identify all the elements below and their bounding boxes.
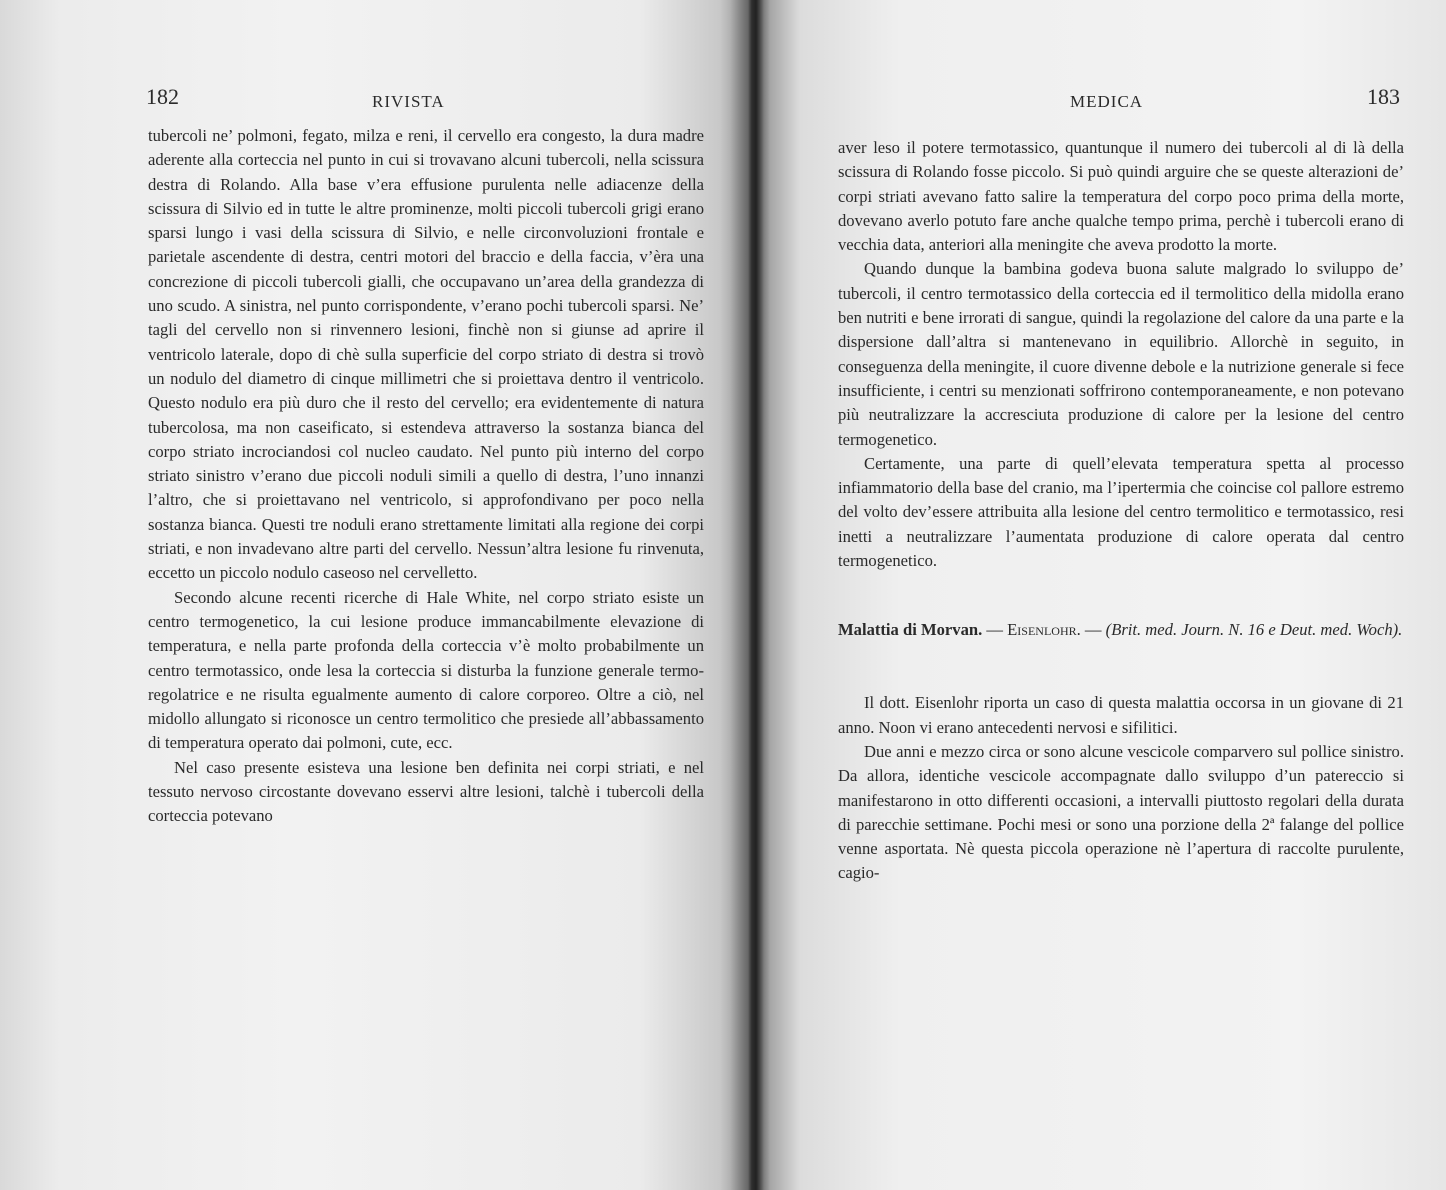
left-body-text: [148, 124, 704, 829]
paragraph: aver leso il potere termotassico, quantunque il numero dei tubercoli al di là della scissura di Rolando fosse piccolo. Si può quindi arguire che se queste alterazioni de’ corpi striati avevano fatto salire la temperatura del corpo poco prima della morte, dovevano averlo potuto fare anche qualche tempo prima, perchè i tubercoli erano di vecchia data, anteriori alla meningite che aveva prodotto la morte.: [838, 138, 1404, 255]
running-head: RIVISTA: [372, 92, 445, 111]
paragraph: Due anni e mezzo circa or sono alcune vescicole comparvero sul pollice sinistro. Da allora, identiche vescicole accompagnate dallo sviluppo d’un patereccio si manifestarono in otto differenti occasioni, a intervalli piuttosto regolari della durata di parecchie settimane. Pochi mesi or sono una porzione della 2ª falange del pollice venne asportata. Nè questa piccola operazione nè l’apertura di raccolte purulente, cagio-: [838, 741, 1404, 883]
paragraph: Secondo alcune recenti ricerche di Hale White, nel corpo striato esiste un centro termogenetico, la cui lesione produce immancabilmente elevazione di temperatura, e nella parte profonda della corteccia v’è molto probabilmente un centro termotassico, onde lesa la corteccia si disturba la funzione generale termo-regolatrice e ne risulta egualmente aumento di calore corporeo. Oltre a ciò, nel midollo allungato si riconosce un centro termolitico che presiede all’abbassamento di temperatura operato dai polmoni, cute, ecc.: [148, 587, 704, 753]
article-source: (Brit. med. Journ. N. 16 e Deut. med. Woch).: [1105, 620, 1403, 640]
page-number: 183: [1367, 84, 1400, 109]
paragraph: Il dott. Eisenlohr riporta un caso di questa malattia occorsa in un giovane di 21 anno. Noon vi erano antecedenti nervosi e sifilitici.: [838, 693, 1404, 737]
page-number: 182: [146, 84, 179, 109]
paragraph: tubercoli ne’ polmoni, fegato, milza e reni, il cervello era congesto, la dura madre aderente alla corteccia nel punto in cui si trovavano alcuni tubercoli, nella scissura destra di Rolando. Alla base v’era effusione purulenta nelle adiacenze della scissura di Silvio ed in tutte le altre prominenze, molti piccoli tubercoli grigi erano sparsi lungo i vasi della scissura di Silvio, e nelle circonvoluzioni frontale e parietale ascendente di destra, centri motori del braccio e della faccia, v’èra una concrezione di piccoli tubercoli gialli, che occupavano un’area della grandezza di uno scudo. A sinistra, nel punto corrispondente, v’erano pochi tubercoli sparsi. Ne’ tagli del cervello non si rinvennero lesioni, finchè non si giunse ad aprire il ventricolo laterale, dopo di chè sulla superficie del corpo striato di destra si trovò un nodulo del diametro di cinque millimetri che si proiettava dentro il ventricolo. Questo nodulo era più duro che il resto del cervello; era evidentemente di natura tubercolosa, ma non caseificato, si estendeva attraverso la sostanza bianca del corpo striato incrociandosi col nucleo caudato. Nel punto più interno del corpo striato sinistro v’erano due piccoli noduli simili a quello di destra, l’uno innanzi l’altro, che si proiettavano nel ventricolo, si approfondivano per poco nella sostanza bianca. Questi tre noduli erano strettamente limitati alla regione dei corpi striati, e non invadevano altre parti del cervello. Nessun’altra lesione fu rinvenuta, eccetto un piccolo nodulo caseoso nel cervelletto.: [148, 126, 704, 583]
separator-dash: —: [982, 620, 1008, 640]
separator-dash: —: [1080, 620, 1106, 640]
article-author: Eisenlohr.: [1007, 620, 1081, 640]
article-heading: [838, 617, 1404, 643]
paragraph: Certamente, una parte di quell’elevata temperatura spetta al processo infiammatorio della base del cranio, ma l’ipertermia che coincise col pallore estremo del volto dev’essere attribuita alla lesione del centro termolitico e termotassico, resi inetti a neutralizzare l’aumentata produzione di calore operata dal centro termogenetico.: [838, 453, 1404, 571]
running-head: MEDICA: [1070, 92, 1144, 111]
right-body-text: [838, 136, 1404, 886]
article-title: Malattia di Morvan.: [838, 620, 983, 640]
paragraph: Nel caso presente esisteva una lesione ben definita nei corpi striati, e nel tessuto nervoso circostante dovevano esservi altre lesioni, talchè i tubercoli della corteccia potevano: [148, 757, 704, 826]
right-page: [760, 0, 1446, 1190]
paragraph: Quando dunque la bambina godeva buona salute malgrado lo sviluppo de’ tubercoli, il centro termotassico della corteccia ed il termolitico della midolla erano ben nutriti e bene irrorati di sangue, quindi la regolazione del calore da una parte e la dispersione dall’altra si mantenevano in equilibrio. Allorchè in seguito, in conseguenza della meningite, il cuore divenne debole e la nutrizione generale si fece insufficiente, i centri su menzionati soffrirono contemporaneamente, e non potevano più neutralizzare la accresciuta produzione di calore per la lesione del centro termogenetico.: [838, 259, 1404, 449]
